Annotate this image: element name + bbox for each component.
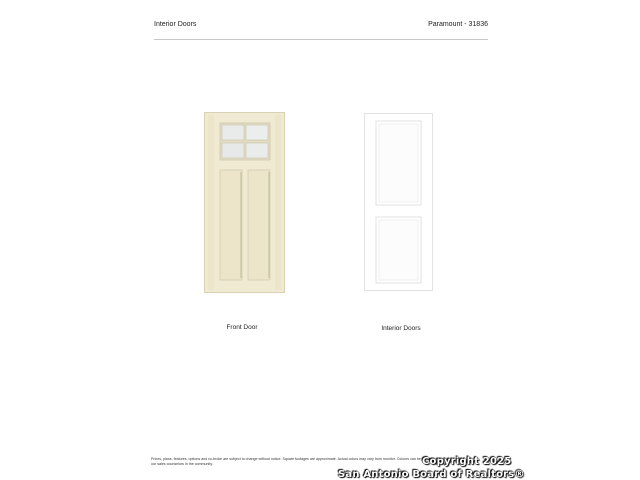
- front-door-icon: [204, 112, 285, 293]
- plan-title: Paramount - 31836: [428, 21, 488, 28]
- interior-door-icon: [364, 113, 433, 291]
- interior-door-caption: Interior Doors: [381, 325, 421, 332]
- realtors-watermark: San Antonio Board of Realtors®: [338, 469, 525, 480]
- disclaimer-text: Prices, plans, features, options and co-broke are subject to change without notice. Square footages are approximate. Actual colors may vary from monitor. Colours can be verified by visiting our sales counselors in the community.: [151, 457, 451, 466]
- front-door-caption: Front Door: [226, 324, 258, 331]
- header: [154, 20, 488, 40]
- copyright-watermark: Copyright 2025: [422, 456, 512, 467]
- section-title: Interior Doors: [154, 21, 197, 28]
